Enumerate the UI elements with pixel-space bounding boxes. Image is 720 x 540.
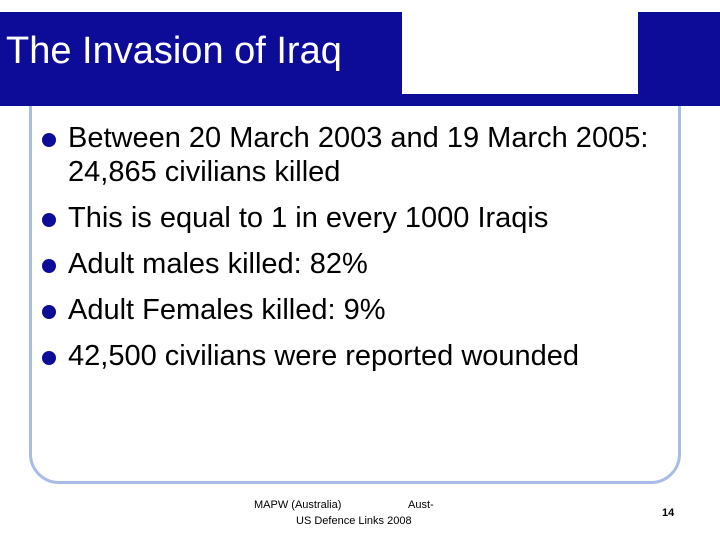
footer-line-2: US Defence Links 2008 [296,515,412,527]
bullet-dot-icon [42,351,56,365]
bullet-text: This is equal to 1 in every 1000 Iraqis [68,202,549,234]
bullet-item [42,247,672,281]
title-band-notch [638,93,720,106]
footer-line-1: MAPW (Australia) Aust- [254,499,434,511]
bullet-dot-icon [42,305,56,319]
bullet-list [42,121,672,385]
bullet-text: Between 20 March 2003 and 19 March 2005: 24,865 civilians killed [68,122,649,188]
title-underline [6,94,638,96]
page-number: 14 [662,507,675,519]
bullet-text: Adult males killed: 82% [68,248,368,280]
bullet-item [42,339,672,373]
bullet-dot-icon [42,133,56,147]
slide-title: The Invasion of Iraq [6,30,342,72]
bullet-item [42,293,672,327]
bullet-dot-icon [42,213,56,227]
bullet-item [42,201,672,235]
bullet-text: Adult Females killed: 9% [68,294,386,326]
bullet-text: 42,500 civilians were reported wounded [68,340,580,372]
bullet-item [42,121,672,189]
footer-source [254,497,434,529]
bullet-dot-icon [42,259,56,273]
